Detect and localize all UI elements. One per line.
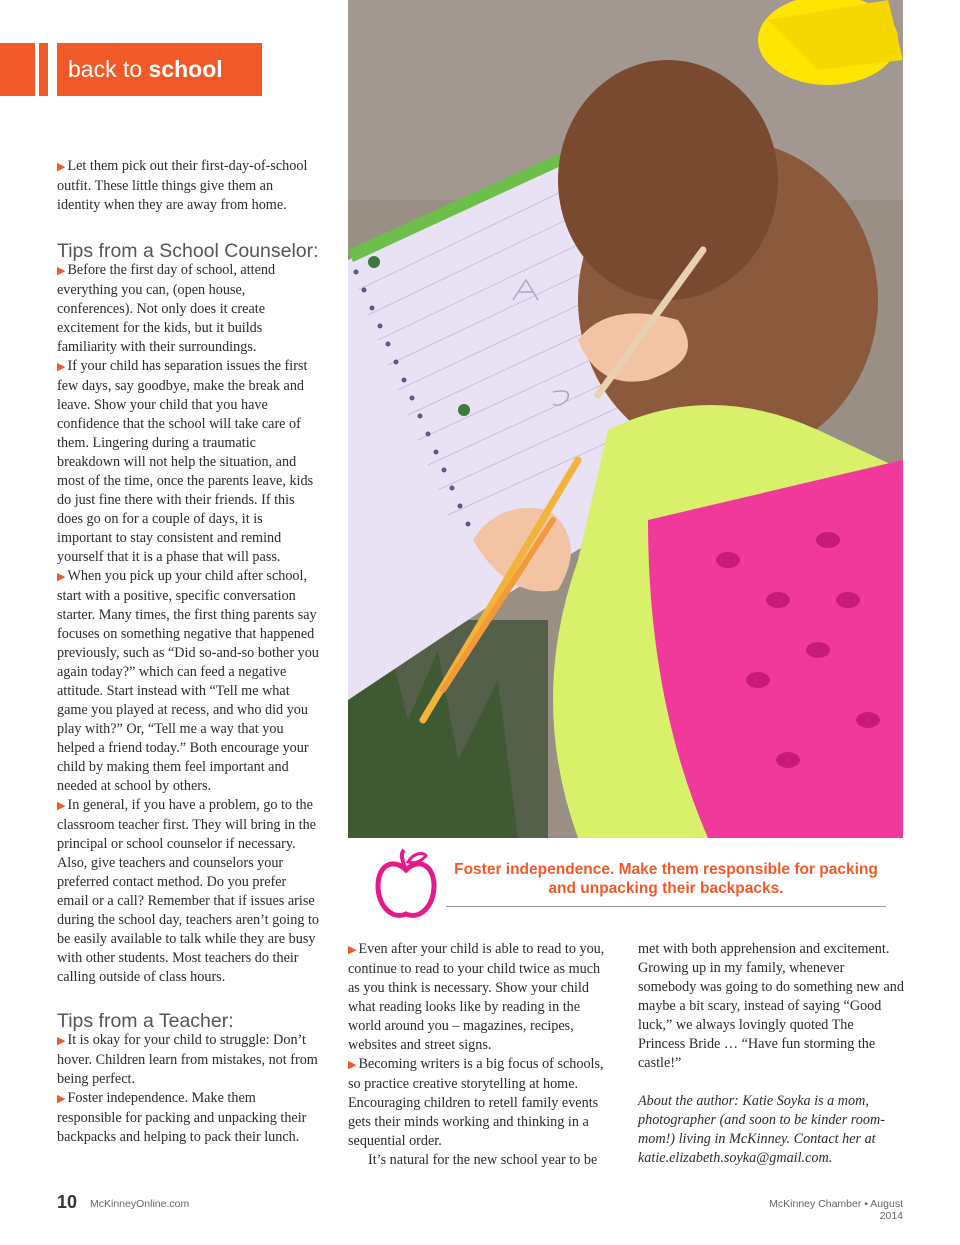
caption-divider [446, 906, 886, 907]
right-column [638, 940, 904, 1168]
left-column [57, 157, 319, 1147]
author-bio [638, 1092, 904, 1168]
teacher-bullet: ▶ It is okay for your child to struggle: Don’t hover. Children learn from mistakes, not from being perfect. [57, 1032, 318, 1087]
counselor-heading: Tips from a School Counselor: [57, 240, 319, 262]
writing-bullet: ▶ Becoming writers is a big focus of schools, so practice creative storytelling at home. Encouraging children to retell family events gets their minds working and thinking in a sequential order. [348, 1056, 604, 1149]
header-accent-bar [0, 43, 48, 96]
bullet-arrow-icon: ▶ [57, 1093, 66, 1105]
bullet-arrow-icon: ▶ [57, 1035, 66, 1047]
bullet-arrow-icon: ▶ [57, 161, 66, 173]
footer-date: August 2014 [870, 1198, 903, 1222]
author-bio-text: About the author: Katie Soyka is a mom, photographer (and soon to be kinder room-mom!) living in McKinney. Contact her at katie.elizabeth.soyka@gmail.com. [638, 1093, 885, 1166]
section-tab-prefix: back to [68, 56, 149, 82]
bullet-arrow-icon: ▶ [348, 944, 357, 956]
footer-publication [757, 1198, 903, 1222]
counselor-bullet: ▶ Before the first day of school, attend everything you can, (open house, conferences). Not only does it create excitement for the kids, but it builds familiarity with their surroundings. [57, 262, 276, 355]
photo-caption: Foster independence. Make them responsible for packing and unpacking their backpacks. [454, 861, 878, 897]
counselor-bullet: ▶ If your child has separation issues the first few days, say goodbye, make the break and leave. Show your child that you have confidence that the school will take care of them. Lingering during a traumatic breakdown will not help the situation, and most of the time, once the parents leave, kids do just fine there with their friends. If this does go on for a couple of days, it is important to stay consistent and remind yourself that it is a phase that will pass. [57, 358, 314, 565]
reading-bullet: ▶ Even after your child is able to read to you, continue to read to your child twice as much as you think is necessary. Show your child what reading looks like by reading in the world around you – magazines, recipes, websites and street signs. [348, 941, 605, 1053]
footer-bullet: • [864, 1198, 868, 1210]
middle-column [348, 940, 611, 1170]
bullet-arrow-icon: ▶ [348, 1059, 357, 1071]
intro-bullet [57, 157, 319, 215]
counselor-bullet: ▶ When you pick up your child after school, start with a positive, specific conversation starter. Many times, the first thing parents say focuses on something negative that happened previously, such as “Did so-and-so bother you again today?” which can feed a negative attitude. Start instead with “Tell me what game you played at recess, and who did you play with?” Or, “Tell me a way that you helped a friend today.” Both encourage your child by making them feel important and needed at school by others. [57, 568, 319, 794]
intro-text: Let them pick out their first-day-of-school outfit. These little things give them an identity when they are away from home. [57, 158, 308, 213]
footer-publication-name: McKinney Chamber [769, 1198, 862, 1210]
footer-site: McKinneyOnline.com [90, 1198, 190, 1210]
bullet-arrow-icon: ▶ [57, 361, 66, 373]
page-number: 10 [57, 1192, 78, 1212]
feature-photo [348, 0, 903, 838]
child-writing-photo [348, 0, 903, 838]
bullet-arrow-icon: ▶ [57, 571, 66, 583]
apple-icon [374, 848, 438, 922]
teacher-bullet: ▶ Foster independence. Make them responsible for packing and unpacking their backpacks and helping to pack their lunch. [57, 1090, 307, 1145]
conclusion-para: It’s natural for the new school year to be [368, 1152, 598, 1168]
header-accent-gap [35, 43, 39, 96]
conclusion-continued: met with both apprehension and excitement. Growing up in my family, whenever somebody was going to do something new and maybe a bit scary, instead of saying “Good luck,” we always lovingly quoted The Princess Bride … “Have fun storming the castle!” [638, 941, 904, 1071]
counselor-bullet: ▶ In general, if you have a problem, go to the classroom teacher first. They will bring in the principal or school counselor if necessary. Also, give teachers and counselors your preferred contact method. Do you prefer email or a call? Remember that if issues arise during the school day, teachers aren’t going to be easily available to talk while they are busy with other students. Most teachers do their calling outside of class hours. [57, 797, 319, 985]
section-tab-bold: school [148, 56, 223, 82]
teacher-heading: Tips from a Teacher: [57, 1010, 234, 1032]
section-tab [57, 43, 262, 96]
bullet-arrow-icon: ▶ [57, 265, 66, 277]
bullet-arrow-icon: ▶ [57, 800, 66, 812]
